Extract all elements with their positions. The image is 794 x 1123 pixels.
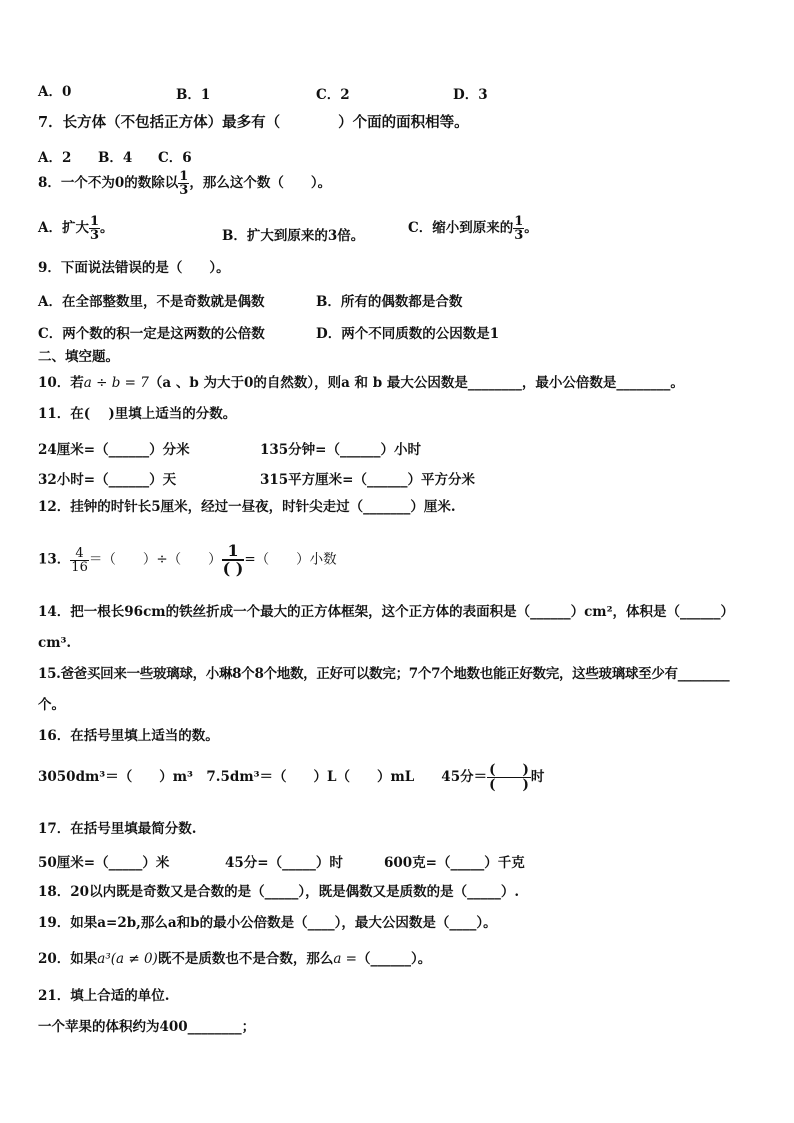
q17-c: 600克=（_____）千克 [384,855,525,871]
q21-stem: 21．填上合适的单位. [38,988,170,1004]
q7-option-c: C．6 [158,150,192,166]
q6-option-a: A．0 [38,84,72,100]
q17-b: 45分=（_____）时 [225,855,343,871]
q14-line2: cm³. [38,635,72,651]
q8-option-b: B．扩大到原来的3倍。 [222,228,365,244]
q11-row2-b: 315平方厘米=（______）平方分米 [260,472,475,488]
q6-option-c: C．2 [316,87,350,103]
q7-option-b: B．4 [98,150,133,166]
q11-stem: 11．在( )里填上适当的分数。 [38,406,237,422]
q11-row2-a: 32小时=（______）天 [38,472,177,488]
q11-row1-b: 135分钟=（______）小时 [260,442,421,458]
q12: 12．挂钟的时针长5厘米，经过一昼夜，时针尖走过（_______）厘米. [38,499,456,515]
q6-option-d: D．3 [453,87,488,103]
q8-fraction: $\frac{1}{3}$ [179,169,189,198]
q8-stem: 8．一个不为0的数除以 $\frac{1}{3}$ ，那么这个数（ ）。 [38,169,332,198]
q20: 20．如果a³(a ≠ 0)既不是质数也不是合数，那么a =（______）。 [38,951,432,967]
q14-line1: 14．把一根长96cm的铁丝折成一个最大的正方体框架，这个正方体的表面积是（______）cm²，体积是（______） [38,604,734,620]
q9-stem: 9．下面说法错误的是（ ）。 [38,260,230,276]
q19: 19．如果a=2b,那么a和b的最小公倍数是（____），最大公因数是（____）。 [38,915,497,931]
q13: 13． $\frac{4}{16}$ ＝（ ）÷（ ） $\frac{1}{( )}$ =（ ）小数 [38,541,337,578]
q8-option-a: A．扩大 $\frac{1}{3}$ 。 [38,214,114,243]
q17-a: 50厘米=（_____）米 [38,855,170,871]
q9-option-a: A．在全部整数里，不是奇数就是偶数 [38,294,265,310]
q15-line1: 15.爸爸买回来一些玻璃球，小琳8个8个地数，正好可以数完；7个7个地数也能正好数完，这些玻璃球至少有________ [38,666,730,682]
q6-option-b: B．1 [176,87,211,103]
q16-stem: 16．在括号里填上适当的数。 [38,728,219,744]
q10: 10．若a ÷ b = 7（a 、b 为大于0的自然数），则a 和 b 最大公因数是________，最小公倍数是________。 [38,375,684,391]
q18: 18．20以内既是奇数又是合数的是（_____），既是偶数又是质数的是（_____）. [38,884,520,900]
section-heading: 二、填空题。 [38,349,119,365]
q21-line: 一个苹果的体积约为400________； [38,1019,256,1035]
q9-option-b: B．所有的偶数都是合数 [316,294,463,310]
q6-options [38,83,71,101]
q15-line2: 个。 [38,697,65,713]
q17-stem: 17．在括号里填最简分数. [38,821,197,837]
q7-option-a: A．2 [38,150,72,166]
q11-row1-a: 24厘米=（______）分米 [38,442,190,458]
q16-body: 3050dm³＝（ ）m³ 7.5dm³＝（ ）L（ ）mL 45分＝ $\frac{( )}{( )}$ 时 [38,762,545,794]
q8-option-c: C．缩小到原来的 $\frac{1}{3}$ 。 [408,214,538,243]
q9-option-c: C．两个数的积一定是这两数的公倍数 [38,326,265,342]
q9-option-d: D．两个不同质数的公因数是1 [316,326,500,342]
q7-stem: 7．长方体（不包括正方体）最多有（ ）个面的面积相等。 [38,114,469,131]
